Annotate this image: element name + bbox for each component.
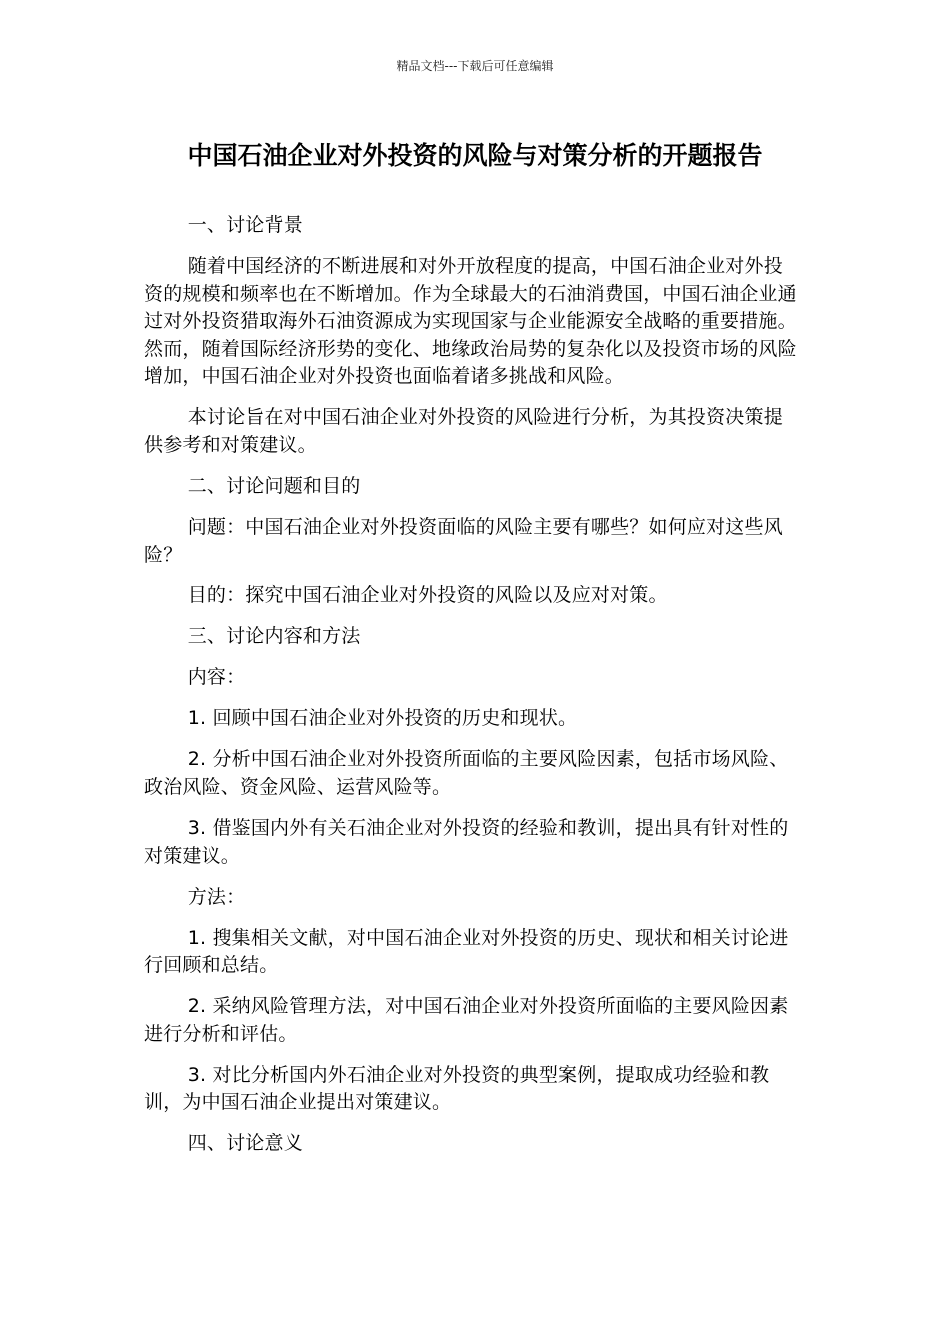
list-item-method-1: 1. 搜集相关文献，对中国石油企业对外投资的历史、现状和相关讨论进行回顾和总结。 (144, 926, 789, 977)
list-item-content-1: 1. 回顾中国石油企业对外投资的历史和现状。 (187, 707, 578, 730)
paragraph-background: 随着中国经济的不断进展和对外开放程度的提高，中国石油企业对外投资的规模和频率也在不断增加。作为全球最大的石油消费国，中国石油企业通过对外投资猎取海外石油资源成为实现国家与企业能源安全战略的重要措施。然而，随着国际经济形势的变化、地缘政治局势的复杂化以及投资市场的风险增加，中国石油企业对外投资也面临着诸多挑战和风险。 (144, 254, 797, 388)
list-item-method-2: 2. 采纳风险管理方法，对中国石油企业对外投资所面临的主要风险因素进行分析和评估。 (144, 995, 789, 1045)
document-body (144, 212, 800, 1171)
list-item-method-3: 3. 对比分析国内外石油企业对外投资的典型案例，提取成功经验和教训，为中国石油企业提出对策建议。 (144, 1063, 770, 1114)
section-heading-questions: 二、讨论问题和目的 (187, 474, 361, 497)
section-heading-background: 一、讨论背景 (187, 214, 303, 236)
paragraph-objective: 目的：探究中国石油企业对外投资的风险以及应对对策。 (187, 584, 668, 607)
list-item-content-3: 3. 借鉴国内外有关石油企业对外投资的经验和教训，提出具有针对性的对策建议。 (144, 817, 789, 867)
document-title: 中国石油企业对外投资的风险与对策分析的开题报告 (187, 141, 763, 170)
header-note: 精品文档---下载后可任意编辑 (396, 59, 554, 73)
label-content: 内容： (187, 666, 246, 689)
section-heading-significance: 四、讨论意义 (187, 1132, 303, 1155)
section-heading-content-methods: 三、讨论内容和方法 (187, 625, 361, 648)
list-item-content-2: 2. 分析中国石油企业对外投资所面临的主要风险因素，包括市场风险、政治风险、资金风险、运营风险等。 (144, 748, 789, 799)
label-methods: 方法： (187, 885, 246, 908)
paragraph-purpose-statement: 本讨论旨在对中国石油企业对外投资的风险进行分析，为其投资决策提供参考和对策建议。 (144, 406, 783, 456)
paragraph-question: 问题：中国石油企业对外投资面临的风险主要有哪些？如何应对这些风险？ (144, 515, 783, 566)
